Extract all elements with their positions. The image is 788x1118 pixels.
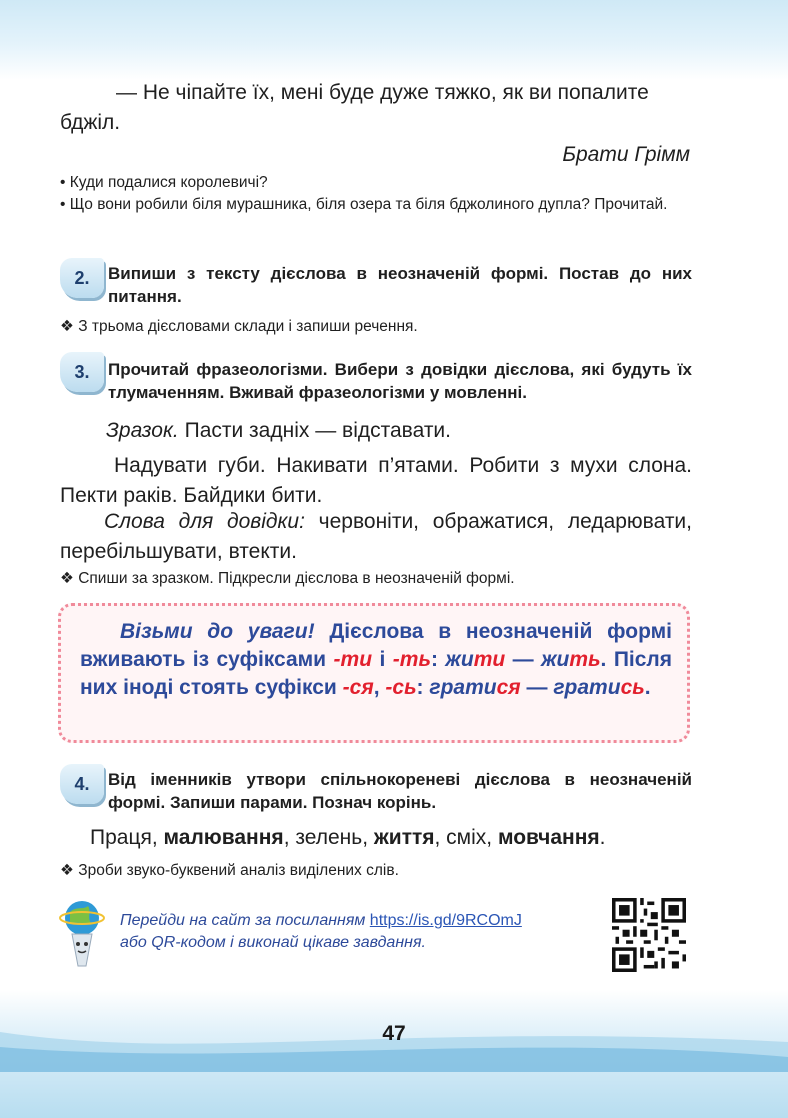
task4-extra: ❖ Зроби звуко-буквений аналіз виділених слів.: [60, 862, 399, 879]
web-task-text: Перейди на сайт за посиланням https://is.gd/9RCOmJ або QR-кодом і виконай цікаве завдання.: [120, 912, 522, 951]
story-line-2: бджіл.: [60, 111, 121, 134]
task-number-badge: 4.: [60, 764, 104, 804]
diamond-bullet-icon: ❖: [60, 570, 74, 587]
task4-words: Праця, малювання, зелень, життя, сміх, мовчання.: [90, 826, 606, 849]
sample-text: Пасти задніх — відставати.: [184, 419, 452, 442]
task-number-badge: 3.: [60, 352, 104, 392]
page-number: 47: [382, 1022, 406, 1045]
task4-text: Від іменників утвори спільнокореневі дієслова в неозначеній формі. Запиши парами. Познач корінь.: [108, 770, 692, 812]
task3-phrases: Надувати губи. Накивати п’ятами. Робити з мухи слона. Пекти раків. Байдики бити.: [60, 454, 692, 507]
question-item: • Що вони робили біля мурашника, біля озера та біля бджолиного дупла? Прочитай.: [60, 196, 668, 213]
task-number-badge: 2.: [60, 258, 104, 298]
note-label: Візьми до уваги!: [120, 620, 315, 643]
story-paragraph: [60, 78, 692, 138]
globe-mascot-icon: [58, 896, 106, 976]
task2-text: Випиши з тексту дієслова в неозначеній формі. Постав до них питання.: [108, 264, 692, 306]
help-text: червоніти, ображатися, ледарювати, перебільшувати, втекти.: [60, 510, 693, 563]
attention-note-text: Візьми до уваги! Дієслова в неозначеній формі вживають із суфіксами -ти і -ть: жити — жить. Після них іноді стоять суфікси -ся, -сь: гратися — гратись.: [80, 620, 673, 699]
task3-extra: ❖ Спиши за зразком. Підкресли дієслова в неозначеній формі.: [60, 570, 515, 587]
help-label: Слова для довідки:: [104, 510, 305, 533]
top-decor-band: [0, 0, 788, 80]
story-author: Брати Грімм: [562, 143, 690, 166]
diamond-bullet-icon: ❖: [60, 318, 74, 335]
question-item: • Куди подалися королевичі?: [60, 174, 268, 191]
task-link[interactable]: https://is.gd/9RCOmJ: [369, 912, 522, 929]
task3-help: [60, 507, 692, 567]
story-line-1: — Не чіпайте їх, мені буде дуже тяжко, як ви попалите: [116, 81, 649, 104]
questions-list: [60, 172, 692, 216]
task3-sample: [106, 416, 692, 446]
qr-code-image[interactable]: [612, 898, 686, 972]
sample-label: Зразок.: [106, 419, 179, 442]
task3-text: Прочитай фразеологізми. Вибери з довідки дієслова, які будуть їх тлумаченням. Вживай фразеологізми у мовленні.: [108, 360, 692, 402]
diamond-bullet-icon: ❖: [60, 862, 74, 879]
task2-extra: ❖ З трьома дієсловами склади і запиши речення.: [60, 318, 418, 335]
